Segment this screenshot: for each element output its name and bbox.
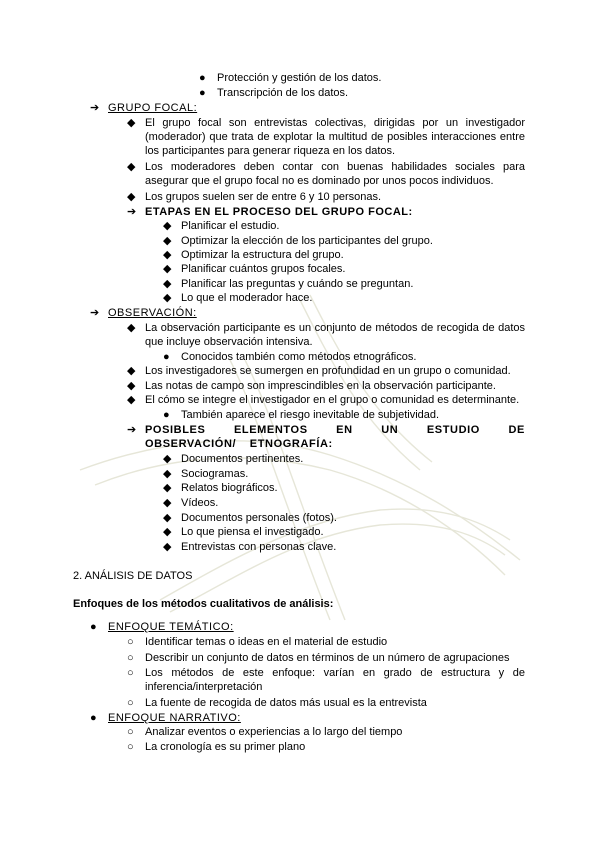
list-item: Los grupos suelen ser de entre 6 y 10 personas.: [145, 191, 382, 203]
heading-enfoque-tematico: ENFOQUE TEMÁTICO:: [108, 621, 234, 633]
list-item: Documentos personales (fotos).: [181, 512, 337, 524]
list-item: La observación participante es un conjunto de métodos de recogida de datos que incluye observación intensiva.: [145, 322, 525, 348]
list-item: Lo que piensa el investigado.: [181, 526, 324, 538]
list-item: Los métodos de este enfoque: varían en grado de estructura y de inferencia/interpretación: [145, 667, 525, 693]
list-item: Identificar temas o ideas en el material de estudio: [145, 636, 388, 648]
list-item: Conocidos también como métodos etnográficos.: [181, 351, 417, 363]
list-item: Relatos biográficos.: [181, 482, 278, 494]
diamond-bullet-icon: ◆: [163, 278, 172, 290]
diamond-bullet-icon: ◆: [163, 541, 172, 553]
list-item: Las notas de campo son imprescindibles en la observación participante.: [145, 380, 496, 392]
circle-bullet-icon: ○: [127, 741, 134, 753]
diamond-bullet-icon: ◆: [127, 322, 136, 334]
subheading-posibles-elementos: POSIBLES ELEMENTOS EN UN ESTUDIO DE OBSERVACIÓN/ ETNOGRAFÍA:: [145, 424, 525, 450]
subheading-etapas: ETAPAS EN EL PROCESO DEL GRUPO FOCAL:: [145, 206, 413, 218]
bullet-disc-icon: ●: [90, 621, 97, 633]
list-item: Documentos pertinentes.: [181, 453, 304, 465]
arrow-icon: ➔: [127, 206, 137, 218]
list-item: También aparece el riesgo inevitable de subjetividad.: [181, 409, 440, 421]
list-item: Analizar eventos o experiencias a lo largo del tiempo: [145, 726, 403, 738]
list-item: Planificar cuántos grupos focales.: [181, 263, 346, 275]
bullet-disc-icon: ●: [90, 712, 97, 724]
section-title: 2. ANÁLISIS DE DATOS: [73, 570, 193, 582]
list-item: La cronología es su primer plano: [145, 741, 306, 753]
bullet-disc-icon: ●: [163, 351, 170, 363]
diamond-bullet-icon: ◆: [163, 235, 172, 247]
diamond-bullet-icon: ◆: [163, 512, 172, 524]
list-item: Lo que el moderador hace.: [181, 292, 313, 304]
circle-bullet-icon: ○: [127, 697, 134, 709]
diamond-bullet-icon: ◆: [163, 249, 172, 261]
diamond-bullet-icon: ◆: [163, 453, 172, 465]
diamond-bullet-icon: ◆: [127, 365, 136, 377]
diamond-bullet-icon: ◆: [163, 292, 172, 304]
arrow-icon: ➔: [90, 102, 100, 114]
diamond-bullet-icon: ◆: [127, 394, 136, 406]
diamond-bullet-icon: ◆: [163, 220, 172, 232]
diamond-bullet-icon: ◆: [163, 468, 172, 480]
circle-bullet-icon: ○: [127, 652, 134, 664]
diamond-bullet-icon: ◆: [163, 263, 172, 275]
list-item: Vídeos.: [181, 497, 219, 509]
heading-enfoque-narrativo: ENFOQUE NARRATIVO:: [108, 712, 241, 724]
diamond-bullet-icon: ◆: [127, 161, 136, 173]
diamond-bullet-icon: ◆: [163, 497, 172, 509]
circle-bullet-icon: ○: [127, 667, 134, 679]
circle-bullet-icon: ○: [127, 726, 134, 738]
list-item: Protección y gestión de los datos.: [217, 72, 382, 84]
circle-bullet-icon: ○: [127, 636, 134, 648]
list-item: Describir un conjunto de datos en términos de un número de agrupaciones: [145, 652, 510, 664]
list-item: Los investigadores se sumergen en profundidad en un grupo o comunidad.: [145, 365, 511, 377]
list-item: Sociogramas.: [181, 468, 249, 480]
list-item: Optimizar la estructura del grupo.: [181, 249, 344, 261]
section-heading-observacion: OBSERVACIÓN:: [108, 307, 197, 319]
list-item: Los moderadores deben contar con buenas habilidades sociales para asegurar que el grupo focal no es dominado por unos pocos individuos.: [145, 161, 525, 187]
list-item: El grupo focal son entrevistas colectivas, dirigidas por un investigador (moderador) que trata de explotar la multitud de posibles interacciones entre los participantes para generar riqueza en los datos.: [145, 117, 525, 157]
bullet-disc-icon: ●: [199, 72, 206, 84]
bullet-disc-icon: ●: [163, 409, 170, 421]
arrow-icon: ➔: [90, 307, 100, 319]
diamond-bullet-icon: ◆: [127, 117, 136, 129]
list-item: Planificar las preguntas y cuándo se preguntan.: [181, 278, 414, 290]
list-item: La fuente de recogida de datos más usual es la entrevista: [145, 697, 427, 709]
list-item: Transcripción de los datos.: [217, 87, 349, 99]
list-item: Optimizar la elección de los participantes del grupo.: [181, 235, 433, 247]
diamond-bullet-icon: ◆: [127, 380, 136, 392]
subtitle: Enfoques de los métodos cualitativos de análisis:: [73, 598, 334, 610]
list-item: Entrevistas con personas clave.: [181, 541, 337, 553]
diamond-bullet-icon: ◆: [163, 482, 172, 494]
arrow-icon: ➔: [127, 424, 137, 436]
list-item: El cómo se integre el investigador en el grupo o comunidad es determinante.: [145, 394, 520, 406]
diamond-bullet-icon: ◆: [163, 526, 172, 538]
section-heading-grupo-focal: GRUPO FOCAL:: [108, 102, 198, 114]
list-item: Planificar el estudio.: [181, 220, 280, 232]
diamond-bullet-icon: ◆: [127, 191, 136, 203]
bullet-disc-icon: ●: [199, 87, 206, 99]
